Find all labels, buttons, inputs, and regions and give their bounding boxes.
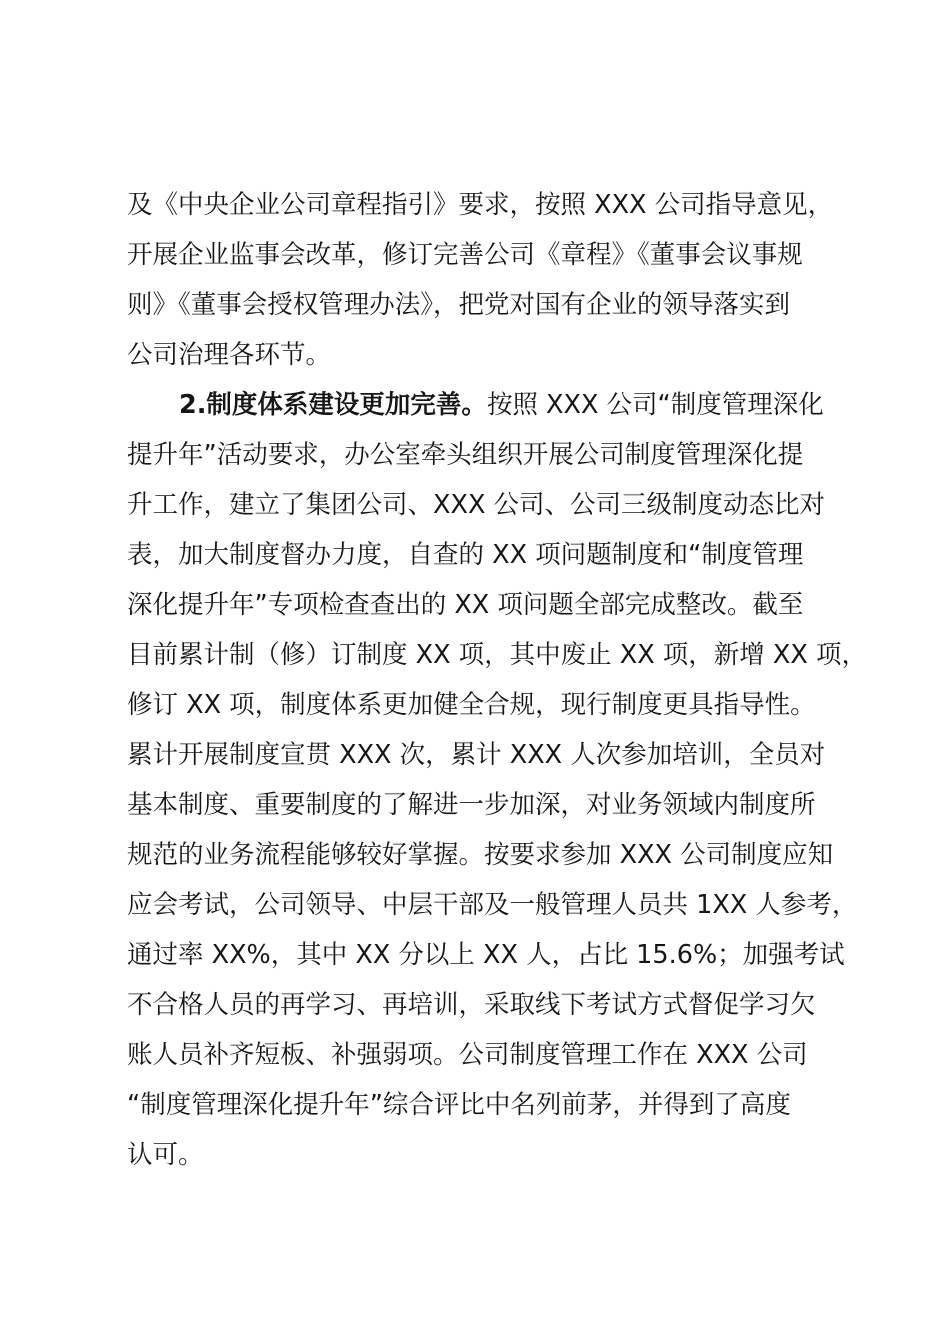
paragraph-governance xyxy=(127,180,837,380)
text-line: 应会考试，公司领导、中层干部及一般管理人员共 1XX 人参考， xyxy=(127,890,858,920)
section-heading: 2.制度体系建设更加完善。 xyxy=(179,390,487,420)
text-line: 认可。 xyxy=(127,1140,204,1170)
text-line: 目前累计制（修）订制度 XX 项，其中废止 XX 项，新增 XX 项， xyxy=(127,640,867,670)
text-line: 提升年”活动要求，办公室牵头组织开展公司制度管理深化提 xyxy=(127,440,804,470)
text-line: 深化提升年”专项检查查出的 XX 项问题全部完成整改。截至 xyxy=(127,590,804,620)
text-line: 升工作，建立了集团公司、XXX 公司、公司三级制度动态比对 xyxy=(127,490,826,520)
text-line: 公司治理各环节。 xyxy=(127,340,332,370)
text-line: 开展企业监事会改革，修订完善公司《章程》《董事会议事规 xyxy=(127,240,803,270)
text-line: “制度管理深化提升年”综合评比中名列前茅，并得到了高度 xyxy=(127,1090,791,1120)
text-line: 累计开展制度宣贯 XXX 次，累计 XXX 人次参加培训，全员对 xyxy=(127,740,826,770)
text-line: 表，加大制度督办力度，自查的 XX 项问题制度和“制度管理 xyxy=(127,540,804,570)
text-run: 按照 XXX 公司“制度管理深化 xyxy=(486,390,824,420)
text-line: 修订 XX 项，制度体系更加健全合规，现行制度更具指导性。 xyxy=(127,690,816,720)
text-line: 通过率 XX%，其中 XX 分以上 XX 人，占比 15.6%；加强考试 xyxy=(127,940,845,970)
text-line: 不合格人员的再学习、再培训，采取线下考试方式督促学习欠 xyxy=(127,990,816,1020)
paragraph-first-line xyxy=(127,380,837,430)
document-body xyxy=(127,180,867,1180)
text-line: 规范的业务流程能够较好掌握。按要求参加 XXX 公司制度应知 xyxy=(127,840,834,870)
paragraph-institution-system xyxy=(127,380,867,1180)
text-line: 及《中央企业公司章程指引》要求，按照 XXX 公司指导意见， xyxy=(127,190,834,220)
text-line: 基本制度、重要制度的了解进一步加深，对业务领域内制度所 xyxy=(127,790,816,820)
text-line: 账人员补齐短板、补强弱项。公司制度管理工作在 XXX 公司 xyxy=(127,1040,808,1070)
text-line: 则》《董事会授权管理办法》，把党对国有企业的领导落实到 xyxy=(127,290,791,320)
